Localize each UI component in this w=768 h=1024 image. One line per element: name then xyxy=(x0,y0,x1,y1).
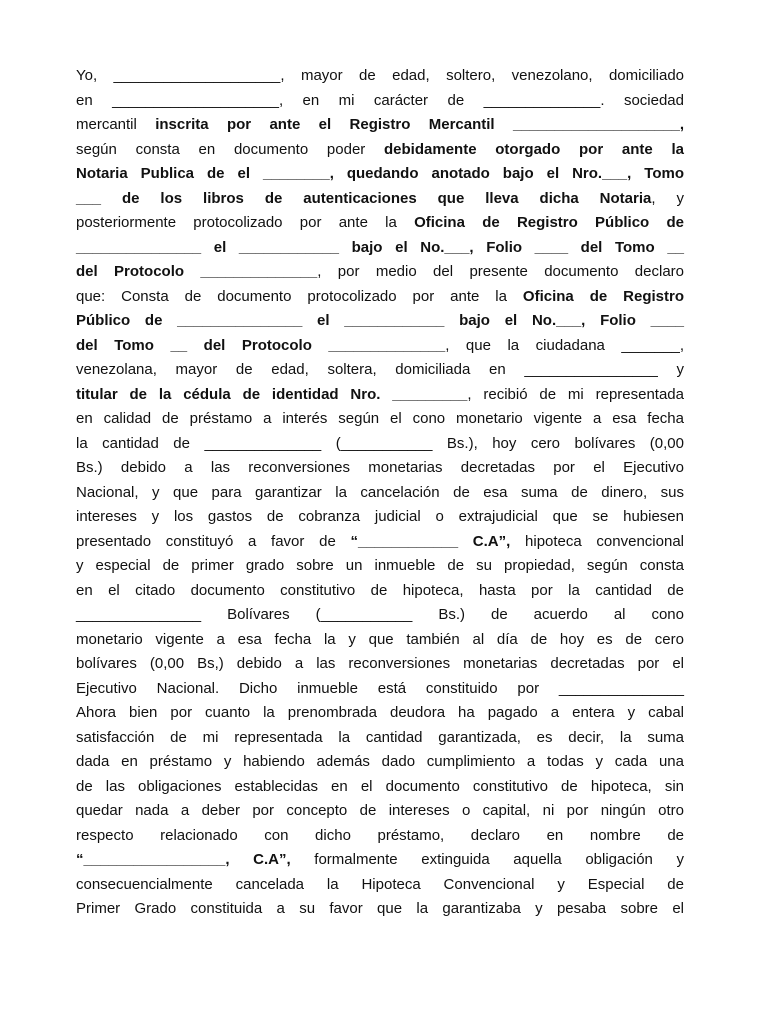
paragraph-line xyxy=(76,579,684,604)
body-text: , recibió de mi representada xyxy=(467,385,684,403)
bold-text: Notaria Publica de el ________, quedando anotado bajo el Nro.___, Tomo xyxy=(76,165,684,182)
bold-text: ___ de los libros de autenticaciones que lleva dicha Notaria xyxy=(76,189,652,207)
paragraph-line xyxy=(76,603,684,628)
body-text: bolívares (0,00 Bs,) debido a las reconversiones monetarias decretadas por el xyxy=(76,655,684,672)
paragraph-line xyxy=(76,775,684,800)
paragraph-line xyxy=(76,138,684,163)
body-text: según consta en documento poder xyxy=(76,140,385,158)
paragraph-line xyxy=(76,873,684,898)
body-text: intereses y los gastos de cobranza judicial o extrajudicial que se hubiesen xyxy=(76,508,684,525)
body-text: _______________ Bolívares (___________ Bs.) de acuerdo al cono xyxy=(76,606,684,623)
paragraph-line xyxy=(76,162,684,187)
paragraph-line xyxy=(76,285,684,310)
body-text: Ahora bien por cuanto la prenombrada deudora ha pagado a entera y cabal xyxy=(76,704,684,721)
body-text: mercantil xyxy=(76,116,156,133)
bold-text: _______________ el ____________ bajo el No.___, Folio ____ del Tomo __ xyxy=(76,238,684,256)
paragraph-line xyxy=(76,824,684,849)
body-text: quedar nada a deber por concepto de intereses o capital, ni por ningún otro xyxy=(76,802,684,819)
paragraph-line xyxy=(76,677,684,702)
body-text: Ejecutivo Nacional. Dicho inmueble está constituido por _______________ xyxy=(76,679,684,697)
paragraph-line xyxy=(76,750,684,775)
bold-text: Público de _______________ el ____________ bajo el No.___, Folio ____ xyxy=(76,312,684,329)
body-text: la cantidad de ______________ (___________ Bs.), hoy cero bolívares (0,00 xyxy=(76,434,684,452)
body-text: Bs.) debido a las reconversiones monetarias decretadas por el Ejecutivo xyxy=(76,459,684,476)
bold-text: Oficina de Registro Público de xyxy=(414,214,684,231)
paragraph-line xyxy=(76,187,684,212)
paragraph-line xyxy=(76,456,684,481)
paragraph-line xyxy=(76,236,684,261)
paragraph-line xyxy=(76,799,684,824)
body-text: y especial de primer grado sobre un inmueble de su propiedad, según consta xyxy=(76,557,684,574)
body-text: consecuencialmente cancelada la Hipoteca Convencional y Especial de xyxy=(76,875,684,893)
bold-text: debidamente otorgado por ante la xyxy=(384,140,684,158)
paragraph-line xyxy=(76,309,684,334)
paragraph-line xyxy=(76,897,684,922)
body-text: que: Consta de documento protocolizado por ante la xyxy=(76,287,523,305)
paragraph-line xyxy=(76,113,684,138)
bold-text: “_________________, C.A”, xyxy=(76,851,291,868)
bold-text: del Tomo __ del Protocolo ______________ xyxy=(76,336,446,354)
paragraph-line xyxy=(76,407,684,432)
paragraph-line xyxy=(76,554,684,579)
paragraph-line xyxy=(76,89,684,114)
body-text: en ____________________, en mi carácter de ______________. sociedad xyxy=(76,91,684,109)
paragraph-line xyxy=(76,260,684,285)
body-text: formalmente extinguida aquella obligación y xyxy=(290,851,685,868)
paragraph-line xyxy=(76,701,684,726)
paragraph-line xyxy=(76,848,684,873)
paragraph-line xyxy=(76,211,684,236)
paragraph-line xyxy=(76,481,684,506)
document-page xyxy=(76,64,684,922)
bold-text: titular de la cédula de identidad Nro. _________ xyxy=(76,385,468,403)
paragraph-line xyxy=(76,383,684,408)
body-text: en el citado documento constitutivo de hipoteca, hasta por la cantidad de xyxy=(76,581,684,599)
body-text: en calidad de préstamo a interés según el cono monetario vigente a esa fecha xyxy=(76,410,684,427)
body-text: venezolana, mayor de edad, soltera, domiciliada en ________________ y xyxy=(76,361,684,378)
body-text: Primer Grado constituida a su favor que la garantizaba y pesaba sobre el xyxy=(76,900,684,917)
body-text: de las obligaciones establecidas en el documento constitutivo de hipoteca, sin xyxy=(76,777,684,795)
paragraph-line xyxy=(76,505,684,530)
bold-text: del Protocolo ______________ xyxy=(76,263,318,280)
body-text: hipoteca convencional xyxy=(510,532,684,550)
body-text: Nacional, y que para garantizar la cancelación de esa suma de dinero, sus xyxy=(76,483,684,501)
paragraph-line xyxy=(76,358,684,383)
body-text: , y xyxy=(651,189,684,207)
paragraph-line xyxy=(76,652,684,677)
bold-text: Oficina de Registro xyxy=(522,287,684,305)
paragraph-line xyxy=(76,628,684,653)
body-text: , por medio del presente documento declaro xyxy=(317,263,684,280)
paragraph-line xyxy=(76,334,684,359)
bold-text: inscrita por ante el Registro Mercantil ____________________, xyxy=(155,116,684,133)
body-text: dada en préstamo y habiendo además dado cumplimiento a todas y cada una xyxy=(76,753,684,770)
body-text: satisfacción de mi representada la cantidad garantizada, es decir, la suma xyxy=(76,728,684,746)
body-text: , que la ciudadana _______, xyxy=(445,336,684,354)
body-text: respecto relacionado con dicho préstamo, declaro en nombre de xyxy=(76,826,684,844)
paragraph-line xyxy=(76,432,684,457)
body-text: monetario vigente a esa fecha la y que también al día de hoy es de cero xyxy=(76,630,684,648)
bold-text: “____________ C.A”, xyxy=(350,532,511,550)
paragraph-line xyxy=(76,64,684,89)
body-text: Yo, ____________________, mayor de edad, soltero, venezolano, domiciliado xyxy=(76,67,684,84)
paragraph-line xyxy=(76,530,684,555)
body-text: posteriormente protocolizado por ante la xyxy=(76,214,415,231)
body-text: presentado constituyó a favor de xyxy=(76,532,351,550)
paragraph-line xyxy=(76,726,684,751)
